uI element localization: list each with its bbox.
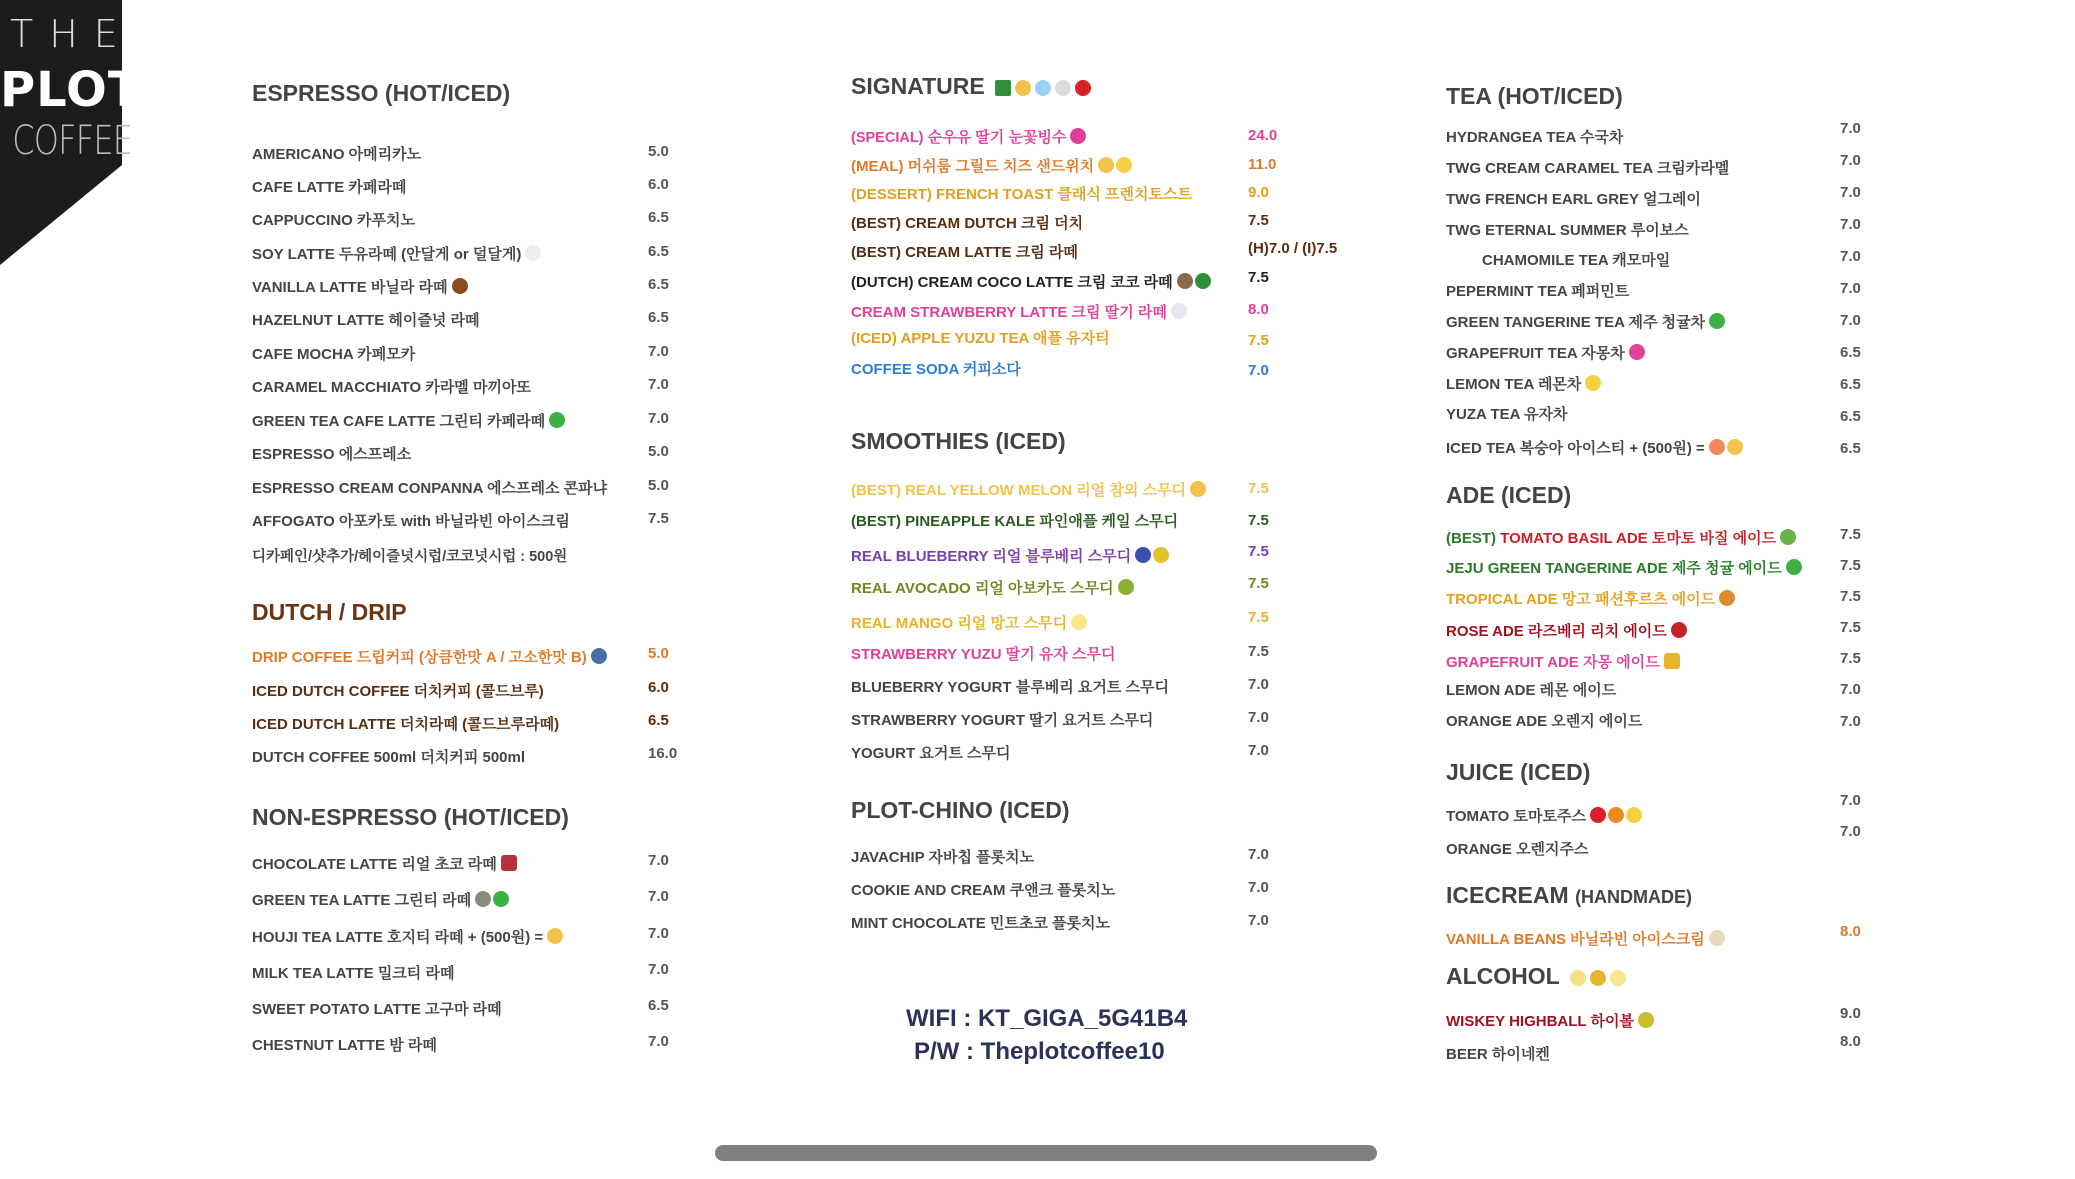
menu-item: LEMON ADE 레몬 에이드 xyxy=(1446,682,1617,699)
menu-item: CARAMEL MACCHIATO 카라멜 마끼아또 xyxy=(252,379,531,396)
menu-item-name: FRENCH TOAST 클래식 프렌치토스트 xyxy=(936,186,1192,203)
menu-item-name: GRAPEFRUIT TEA 자몽차 xyxy=(1446,345,1625,362)
menu-item: DUTCH COFFEE 500ml 더치커피 500ml xyxy=(252,749,526,766)
alcohol-title-text: ALCOHOL xyxy=(1446,963,1560,989)
ice-cream-icon xyxy=(1709,930,1725,946)
menu-item: MILK TEA LATTE 밀크티 라떼 xyxy=(252,965,455,982)
menu-price: 7.0 xyxy=(1840,216,1861,233)
wifi-password: P/W : Theplotcoffee10 xyxy=(914,1038,1165,1065)
snowflake-icon xyxy=(1035,80,1051,96)
menu-price: 5.0 xyxy=(648,443,669,460)
menu-price: 7.0 xyxy=(648,410,669,427)
rose-icon xyxy=(1671,622,1687,638)
menu-item-name: APPLE YUZU TEA 애플 유자티 xyxy=(900,330,1110,347)
menu-price: 6.5 xyxy=(1840,376,1861,393)
menu-price: 7.0 xyxy=(1248,709,1269,726)
menu-price: 7.5 xyxy=(1248,609,1269,626)
menu-item: CAFE MOCHA 카페모카 xyxy=(252,346,416,363)
section-title-espresso: ESPRESSO (HOT/ICED) xyxy=(252,80,511,106)
menu-item xyxy=(851,545,1169,566)
menu-item-name: TROPICAL ADE 망고 패션후르츠 에이드 xyxy=(1446,591,1716,608)
angel-icon xyxy=(1015,80,1031,96)
ribbon-icon xyxy=(1171,303,1187,319)
menu-item-tag: (BEST) xyxy=(851,244,901,261)
menu-item: YUZA TEA 유자차 xyxy=(1446,406,1568,423)
menu-item-name: GREEN TEA CAFE LATTE 그린티 카페라떼 xyxy=(252,413,546,430)
menu-item-name: 머쉬룸 그릴드 치즈 샌드위치 xyxy=(907,158,1095,175)
menu-item-tag: (BEST) xyxy=(851,215,901,232)
sparkles-icon xyxy=(1610,970,1626,986)
menu-item xyxy=(1446,805,1642,826)
green-heart-icon xyxy=(493,891,509,907)
palm-tree-icon xyxy=(1195,273,1211,289)
green-heart-icon xyxy=(549,412,565,428)
christmas-tree-icon xyxy=(995,80,1011,96)
menu-item xyxy=(1446,437,1743,458)
yellow-heart-icon xyxy=(1585,375,1601,391)
mango-icon xyxy=(1719,590,1735,606)
menu-item-name: TOMATO BASIL ADE 토마토 바질 에이드 xyxy=(1500,530,1777,547)
menu-item: PEPERMINT TEA 페퍼민트 xyxy=(1446,283,1630,300)
menu-item xyxy=(851,183,1192,204)
tomato-icon xyxy=(1590,807,1606,823)
menu-item: ESPRESSO 에스프레소 xyxy=(252,446,412,463)
menu-item: CAFE LATTE 카페라떼 xyxy=(252,179,407,196)
menu-item-name: CREAM STRAWBERRY LATTE 크림 딸기 라떼 xyxy=(851,304,1167,321)
brown-heart-icon xyxy=(452,278,468,294)
menu-item-name: HOUJI TEA LATTE 호지티 라떼 + (500원) = xyxy=(252,929,544,946)
menu-item xyxy=(252,646,607,667)
yellow-heart-icon xyxy=(1116,157,1132,173)
menu-price: 8.0 xyxy=(1248,301,1269,318)
section-title-plot-chino: PLOT-CHINO (ICED) xyxy=(851,797,1070,823)
menu-price: 7.0 xyxy=(1248,879,1269,896)
menu-item: YOGURT 요거트 스무디 xyxy=(851,745,1011,762)
menu-item: ESPRESSO CREAM CONPANNA 에스프레소 콘파냐 xyxy=(252,480,608,497)
menu-item xyxy=(252,410,565,431)
icecream-title-text: ICECREAM xyxy=(1446,882,1569,908)
menu-item xyxy=(252,889,509,910)
red-heart-icon xyxy=(1075,80,1091,96)
menu-item-name: REAL MANGO 리얼 망고 스무디 xyxy=(851,615,1068,632)
menu-item-name: CREAM COCO LATTE 크림 코코 라떼 xyxy=(917,274,1173,291)
menu-item xyxy=(851,301,1187,322)
menu-item: AMERICANO 아메리카노 xyxy=(252,146,422,163)
menu-item xyxy=(851,241,1078,262)
menu-item-name: VANILLA BEANS 바닐라빈 아이스크림 xyxy=(1446,931,1705,948)
menu-item-name: CREAM DUTCH 크림 더치 xyxy=(905,215,1084,232)
menu-item: TWG ETERNAL SUMMER 루이보스 xyxy=(1446,222,1689,239)
menu-price: 7.0 xyxy=(1840,120,1861,137)
menu-item xyxy=(851,126,1086,147)
section-title-dutch: DUTCH / DRIP xyxy=(252,599,407,625)
menu-item xyxy=(1446,651,1680,672)
menu-item xyxy=(1446,311,1725,332)
menu-price: 6.5 xyxy=(648,997,669,1014)
menu-item: BEER 하이네켄 xyxy=(1446,1046,1550,1063)
menu-item-tag: (ICED) xyxy=(851,330,897,347)
menu-item: ORANGE 오렌지주스 xyxy=(1446,841,1589,858)
signature-title-text: SIGNATURE xyxy=(851,73,985,99)
smiling-face-icon xyxy=(547,928,563,944)
menu-price: 7.0 xyxy=(1840,280,1861,297)
menu-item: BLUEBERRY YOGURT 블루베리 요거트 스무디 xyxy=(851,679,1169,696)
menu-price: 7.0 xyxy=(648,376,669,393)
chocolate-bar-icon xyxy=(501,855,517,871)
menu-item: CHESTNUT LATTE 밤 라떼 xyxy=(252,1037,437,1054)
menu-price: 7.5 xyxy=(648,510,669,527)
menu-item-name: JEJU GREEN TANGERINE ADE 제주 청귤 에이드 xyxy=(1446,560,1782,577)
menu-item xyxy=(252,926,563,947)
menu-price: 7.0 xyxy=(648,343,669,360)
menu-price: 7.0 xyxy=(1248,912,1269,929)
coconut-icon xyxy=(1177,273,1193,289)
section-title-ade: ADE (ICED) xyxy=(1446,482,1572,508)
menu-item-name: REAL BLUEBERRY 리얼 블루베리 스무디 xyxy=(851,548,1132,565)
menu-item-name: COFFEE SODA 커피소다 xyxy=(851,361,1021,378)
menu-item-name: VANILLA LATTE 바닐라 라떼 xyxy=(252,279,448,296)
menu-item xyxy=(851,479,1206,500)
menu-item xyxy=(1446,557,1802,578)
menu-item: CAPPUCCINO 카푸치노 xyxy=(252,212,415,229)
menu-item xyxy=(851,577,1134,598)
menu-price: 6.0 xyxy=(648,176,669,193)
menu-price: 7.5 xyxy=(1840,619,1861,636)
menu-item-name: GREEN TEA LATTE 그린티 라떼 xyxy=(252,892,472,909)
menu-price: 7.0 xyxy=(1840,823,1861,840)
menu-price: 6.5 xyxy=(648,309,669,326)
menu-item-name: ROSE ADE 라즈베리 리치 에이드 xyxy=(1446,623,1667,640)
menu-item xyxy=(1446,620,1687,641)
orange-fruit-icon xyxy=(1608,807,1624,823)
tea-cup-icon xyxy=(475,891,491,907)
logo xyxy=(0,0,142,265)
sparkles-icon xyxy=(1071,614,1087,630)
menu-item: TWG CREAM CARAMEL TEA 크림카라멜 xyxy=(1446,160,1730,177)
menu-item: AFFOGATO 아포카토 with 바닐라빈 아이스크림 xyxy=(252,513,570,530)
menu-price: 6.5 xyxy=(648,243,669,260)
menu-price: 7.0 xyxy=(648,852,669,869)
menu-item: JAVACHIP 자바칩 플롯치노 xyxy=(851,849,1035,866)
menu-item xyxy=(851,155,1132,176)
section-title-juice: JUICE (ICED) xyxy=(1446,759,1591,785)
menu-price: 7.0 xyxy=(1840,792,1861,809)
menu-price: 6.0 xyxy=(648,679,669,696)
champagne-glasses-icon xyxy=(1570,970,1586,986)
menu-price: 6.5 xyxy=(648,209,669,226)
blueberries-icon xyxy=(1135,547,1151,563)
section-title-alcohol xyxy=(1446,963,1626,990)
icecream-subtitle: (HANDMADE) xyxy=(1575,887,1693,907)
menu-price: 8.0 xyxy=(1840,923,1861,940)
menu-price: 24.0 xyxy=(1248,127,1278,144)
menu-item-name: 순우유 딸기 눈꽃빙수 xyxy=(927,129,1067,146)
menu-price: 8.0 xyxy=(1840,1033,1861,1050)
yum-face-icon xyxy=(1098,157,1114,173)
menu-price: 7.5 xyxy=(1840,650,1861,667)
section-title-non-espresso: NON-ESPRESSO (HOT/ICED) xyxy=(252,804,569,830)
menu-item-tag: (BEST) xyxy=(1446,530,1496,547)
menu-price: 7.5 xyxy=(1248,212,1269,229)
menu-item-name: REAL AVOCADO 리얼 아보카도 스무디 xyxy=(851,580,1114,597)
menu-item-name: LEMON TEA 레몬차 xyxy=(1446,376,1582,393)
menu-price: 7.0 xyxy=(1840,312,1861,329)
yellow-heart-icon xyxy=(1626,807,1642,823)
menu-item xyxy=(1446,588,1735,609)
menu-item xyxy=(851,612,1087,633)
menu-price: 6.5 xyxy=(648,276,669,293)
beer-mugs-icon xyxy=(1590,970,1606,986)
menu-item: ORANGE ADE 오렌지 에이드 xyxy=(1446,713,1643,730)
menu-item: MINT CHOCOLATE 민트초코 플롯치노 xyxy=(851,915,1110,932)
section-title-smoothies: SMOOTHIES (ICED) xyxy=(851,428,1066,454)
menu-item: TWG FRENCH EARL GREY 얼그레이 xyxy=(1446,191,1701,208)
menu-price: 7.0 xyxy=(1248,742,1269,759)
menu-price: 7.5 xyxy=(1248,332,1269,349)
menu-price: 7.5 xyxy=(1248,480,1269,497)
menu-price: 7.5 xyxy=(1840,588,1861,605)
yum-face-icon xyxy=(1190,481,1206,497)
snowman-icon xyxy=(1055,80,1071,96)
menu-item: ICED DUTCH LATTE 더치라떼 (콜드브루라떼) xyxy=(252,716,560,733)
white-heart-icon xyxy=(525,245,541,261)
menu-price: 6.5 xyxy=(1840,344,1861,361)
menu-price: 7.5 xyxy=(1248,643,1269,660)
menu-price: 7.0 xyxy=(1840,184,1861,201)
section-title-tea: TEA (HOT/ICED) xyxy=(1446,83,1623,109)
menu-item xyxy=(252,853,517,874)
logo-line-3: COFFEE xyxy=(12,118,133,164)
section-title-icecream xyxy=(1446,882,1692,909)
menu-price: 7.0 xyxy=(648,888,669,905)
menu-price: 5.0 xyxy=(648,143,669,160)
menu-item xyxy=(1446,928,1725,949)
menu-price: 7.5 xyxy=(1840,557,1861,574)
menu-item: COOKIE AND CREAM 쿠앤크 플롯치노 xyxy=(851,882,1116,899)
menu-item-name: GRAPEFRUIT ADE 자몽 에이드 xyxy=(1446,654,1660,671)
pink-heart-icon xyxy=(1629,344,1645,360)
menu-item-tag: (SPECIAL) xyxy=(851,130,924,146)
menu-item-name: WISKEY HIGHBALL 하이볼 xyxy=(1446,1013,1634,1030)
coffee-pot-icon xyxy=(591,648,607,664)
sparkling-heart-icon xyxy=(1070,128,1086,144)
green-heart-icon xyxy=(1786,559,1802,575)
menu-item-tag: (DESSERT) xyxy=(851,186,932,203)
section-title-signature xyxy=(851,73,1091,100)
menu-item: ICED DUTCH COFFEE 더치커피 (콜드브루) xyxy=(252,683,544,700)
menu-price: 9.0 xyxy=(1840,1005,1861,1022)
tropical-drink-icon xyxy=(1664,653,1680,669)
menu-price: 7.0 xyxy=(1248,676,1269,693)
heart-eyes-icon xyxy=(1727,439,1743,455)
menu-price: 7.0 xyxy=(648,961,669,978)
herb-icon xyxy=(1780,529,1796,545)
menu-item-tag: (DUTCH) xyxy=(851,274,914,291)
logo-line-2: PLOT xyxy=(0,62,142,118)
menu-item-name: ICED TEA 복숭아 아이스티 + (500원) = xyxy=(1446,440,1705,457)
menu-item xyxy=(252,276,468,297)
menu-price: 7.0 xyxy=(1248,362,1269,379)
menu-item: HYDRANGEA TEA 수국차 xyxy=(1446,129,1624,146)
menu-item xyxy=(1446,373,1601,394)
lemon-icon xyxy=(1153,547,1169,563)
menu-item-name: DRIP COFFEE 드립커피 (상큼한맛 A / 고소한맛 B) xyxy=(252,649,587,666)
menu-price: 7.5 xyxy=(1840,526,1861,543)
menu-item-name: (BEST) REAL YELLOW MELON 리얼 참외 스무디 xyxy=(851,482,1187,499)
menu-price: 7.0 xyxy=(648,925,669,942)
menu-price: 11.0 xyxy=(1248,156,1277,173)
menu-item: STRAWBERRY YUZU 딸기 유자 스무디 xyxy=(851,646,1116,663)
menu-item-name: SOY LATTE 두유라떼 (안달게 or 덜달게) xyxy=(252,246,522,263)
menu-price: 7.5 xyxy=(1248,269,1269,286)
menu-price: 7.0 xyxy=(648,1033,669,1050)
menu-item xyxy=(851,327,1110,348)
menu-item xyxy=(1446,342,1645,363)
menu-item-tag: (MEAL) xyxy=(851,158,904,175)
wifi-name: WIFI : KT_GIGA_5G41B4 xyxy=(906,1005,1188,1032)
menu-item-name: CREAM LATTE 크림 라떼 xyxy=(905,244,1078,261)
menu-price: 7.5 xyxy=(1248,512,1269,529)
menu-price: 5.0 xyxy=(648,477,669,494)
menu-price: 7.5 xyxy=(1248,575,1269,592)
menu-price: 7.0 xyxy=(1248,846,1269,863)
menu-price: (H)7.0 / (I)7.5 xyxy=(1248,240,1338,257)
menu-price: 6.5 xyxy=(648,712,669,729)
menu-price: 7.0 xyxy=(1840,713,1861,730)
menu-item xyxy=(252,243,541,264)
menu-price: 6.5 xyxy=(1840,440,1861,457)
menu-item xyxy=(851,358,1021,379)
menu-price: 5.0 xyxy=(648,645,669,662)
menu-price: 7.5 xyxy=(1248,543,1269,560)
menu-price: 7.0 xyxy=(1840,681,1861,698)
menu-price: 6.5 xyxy=(1840,408,1861,425)
menu-item xyxy=(1446,527,1796,548)
menu-item: SWEET POTATO LATTE 고구마 라떼 xyxy=(252,1001,502,1018)
menu-item xyxy=(851,212,1083,233)
logo-line-1: THE xyxy=(10,12,134,56)
menu-item xyxy=(1446,1010,1654,1031)
menu-price: 7.0 xyxy=(1840,152,1861,169)
menu-price: 7.0 xyxy=(1840,248,1861,265)
menu-item-name: CHOCOLATE LATTE 리얼 초코 라떼 xyxy=(252,856,497,873)
menu-item xyxy=(851,271,1211,292)
horizontal-scrollbar[interactable] xyxy=(715,1145,1377,1161)
green-heart-icon xyxy=(1709,313,1725,329)
menu-item: CHAMOMILE TEA 캐모마일 xyxy=(1482,252,1671,269)
menu-item: HAZELNUT LATTE 헤이즐넛 라떼 xyxy=(252,312,480,329)
espresso-note: 디카페인/샷추가/헤이즐넛시럽/코코넛시럽 : 500원 xyxy=(252,549,568,565)
menu-item-name: TOMATO 토마토주스 xyxy=(1446,808,1586,825)
lemon-icon xyxy=(1638,1012,1654,1028)
peach-icon xyxy=(1709,439,1725,455)
menu-item: (BEST) PINEAPPLE KALE 파인애플 케일 스무디 xyxy=(851,513,1179,530)
menu-price: 16.0 xyxy=(648,745,678,762)
menu-price: 9.0 xyxy=(1248,184,1269,201)
menu-item-name: GREEN TANGERINE TEA 제주 청귤차 xyxy=(1446,314,1706,331)
menu-item: STRAWBERRY YOGURT 딸기 요거트 스무디 xyxy=(851,712,1154,729)
avocado-icon xyxy=(1118,579,1134,595)
